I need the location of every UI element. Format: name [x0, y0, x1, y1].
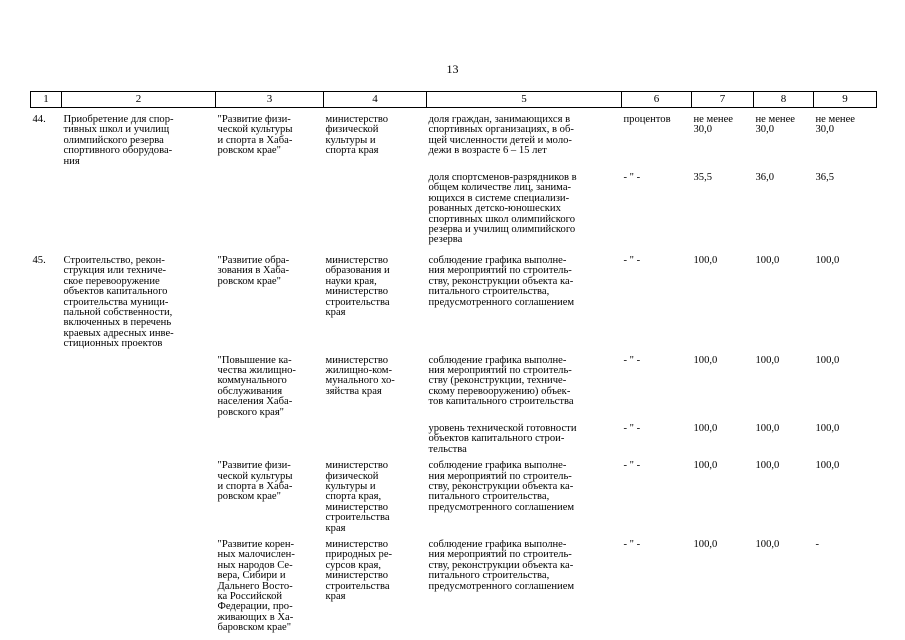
value-col-9: -: [815, 539, 820, 551]
col-header-6: 6: [622, 92, 692, 108]
value-col-9: 100,0: [815, 460, 840, 472]
col-header-5: 5: [427, 92, 622, 108]
table-row: [31, 167, 877, 246]
responsible-ministry: министерство физической культуры и спорта края: [325, 114, 389, 157]
row-number: 44.: [32, 114, 46, 125]
measure-name: [62, 167, 216, 246]
row-number: [31, 418, 62, 455]
value-col-8: не менее 30,0: [755, 114, 795, 136]
measure-name: [62, 418, 216, 455]
value-col-7: 100,0: [693, 254, 718, 266]
unit-cell: - " -: [623, 422, 641, 434]
page-number: 13: [446, 62, 459, 76]
unit-cell: - " -: [623, 254, 641, 266]
indicator-name: соблюдение графика выполне- ния мероприятий по строитель- ству, реконструкции объекта ка- питального строительства, предусмотренного соглашением: [428, 254, 575, 308]
value-col-7: 100,0: [693, 539, 718, 551]
indicator-name: доля спортсменов-разрядников в общем количестве лиц, занима- ющихся в системе специализи- рованных детско-юношеских спортивных школ олимпийского резерва и училищ олимпийского резерва: [428, 172, 577, 246]
table-row: [31, 350, 877, 418]
responsible-ministry: [324, 167, 427, 246]
program-name: "Развитие физи- ческой культуры и спорта в Хаба- ровском крае": [217, 114, 293, 157]
measure-name: Приобретение для спор- тивных школ и училищ олимпийского резерва спортивного оборудова- ния: [63, 114, 174, 167]
value-col-8: 36,0: [755, 172, 775, 184]
responsible-ministry: министерство жилищно-ком- мунального хо- зяйства края: [325, 354, 395, 397]
table-body: [31, 108, 877, 634]
row-number: [31, 455, 62, 534]
indicator-name: соблюдение графика выполне- ния мероприятий по строитель- ству, реконструкции объекта ка- питального строительства, предусмотренного соглашением: [428, 539, 575, 592]
col-header-9: 9: [814, 92, 877, 108]
value-col-7: не менее 30,0: [693, 114, 733, 136]
unit-cell: - " -: [623, 460, 641, 472]
program-name: "Развитие физи- ческой культуры и спорта в Хаба- ровском крае": [217, 460, 293, 503]
indicator-name: доля граждан, занимающихся в спортивных организациях, в об- щей численности детей и моло- дежи в возрасте 6 – 15 лет: [428, 114, 574, 157]
value-col-7: 100,0: [693, 422, 718, 434]
measure-name: Строительство, рекон- струкция или техниче- ское перевооружение объектов капитального строительства муници- пальной собственности, включенных в перечень краевых адресных инве- стиционных проектов: [63, 254, 174, 350]
row-number: [31, 534, 62, 634]
value-col-9: 100,0: [815, 254, 840, 266]
value-col-9: 100,0: [815, 422, 840, 434]
value-col-8: 100,0: [755, 460, 780, 472]
value-col-7: 100,0: [693, 354, 718, 366]
header-row: [31, 92, 877, 108]
table-row: [31, 534, 877, 634]
responsible-ministry: [324, 418, 427, 455]
indicator-name: соблюдение графика выполне- ния мероприятий по строитель- ству, реконструкции объекта ка- питального строительства, предусмотренного соглашением: [428, 460, 575, 513]
program-name: [216, 167, 324, 246]
unit-cell: - " -: [623, 172, 641, 184]
col-header-4: 4: [324, 92, 427, 108]
responsible-ministry: министерство физической культуры и спорта края, министерство строительства края: [325, 460, 390, 534]
table-row: [31, 108, 877, 168]
row-number: [31, 350, 62, 418]
unit-cell: процентов: [623, 114, 671, 125]
col-header-1: 1: [31, 92, 62, 108]
col-header-3: 3: [216, 92, 324, 108]
table-row: [31, 246, 877, 350]
program-name: [216, 418, 324, 455]
value-col-8: 100,0: [755, 354, 780, 366]
col-header-7: 7: [692, 92, 754, 108]
value-col-8: 100,0: [755, 254, 780, 266]
value-col-7: 35,5: [693, 172, 713, 184]
program-name: "Развитие корен- ных малочислен- ных народов Се- вера, Сибири и Дальнего Восто- ка Российской Федерации, про- живающих в Ха- баровском крае": [217, 539, 295, 634]
col-header-8: 8: [754, 92, 814, 108]
value-col-9: 100,0: [815, 354, 840, 366]
value-col-7: 100,0: [693, 460, 718, 472]
value-col-8: 100,0: [755, 539, 780, 551]
program-name: "Развитие обра- зования в Хаба- ровском крае": [217, 254, 290, 287]
measure-name: [62, 455, 216, 534]
responsible-ministry: министерство образования и науки края, министерство строительства края: [325, 254, 390, 318]
indicator-name: соблюдение графика выполне- ния мероприятий по строитель- ству (реконструкции, техниче- скому перевооружению) объек- тов капитального строительства: [428, 354, 574, 408]
unit-cell: - " -: [623, 539, 641, 551]
unit-cell: - " -: [623, 354, 641, 366]
value-col-9: не менее 30,0: [815, 114, 855, 136]
table-row: [31, 455, 877, 534]
value-col-8: 100,0: [755, 422, 780, 434]
measure-name: [62, 534, 216, 634]
indicator-name: уровень технической готовности объектов капитального строи- тельства: [428, 422, 577, 455]
responsible-ministry: министерство природных ре- сурсов края, министерство строительства края: [325, 539, 393, 603]
program-name: "Повышение ка- чества жилищно- коммунального обслуживания населения Хаба- ровского края": [217, 354, 296, 418]
row-number: 45.: [32, 254, 46, 266]
value-col-9: 36,5: [815, 172, 835, 184]
measure-name: [62, 350, 216, 418]
indicators-table: [30, 91, 877, 634]
col-header-2: 2: [62, 92, 216, 108]
row-number: [31, 167, 62, 246]
table-row: [31, 418, 877, 455]
